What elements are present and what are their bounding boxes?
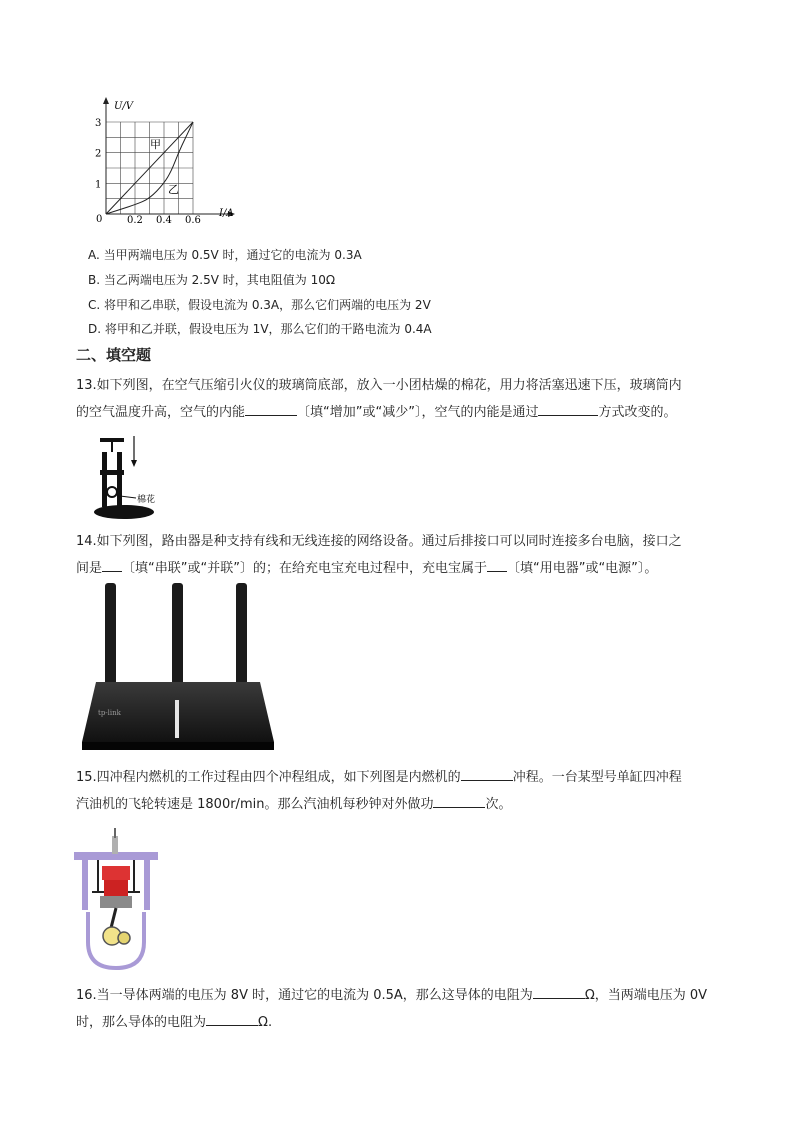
- q16-line1: [76, 982, 726, 1009]
- y-tick-label: 2: [95, 148, 102, 160]
- q14-text-a: 间是: [76, 561, 103, 576]
- q15-line2: [76, 791, 726, 818]
- q15-text-c: 汽油机的飞轮转速是 1800r/min。那么汽油机每秒钟对外做功: [76, 797, 434, 812]
- q13-line1: 13.如下列图，在空气压缩引火仪的玻璃筒底部，放入一小团枯燥的棉花，用力将活塞迅速下压，玻璃筒内: [76, 378, 682, 393]
- y-tick-label: 3: [95, 118, 102, 129]
- q15-text-a: 15.四冲程内燃机的工作过程由四个冲程组成，如下列图是内燃机的: [76, 770, 461, 785]
- q14-blank-2: [487, 557, 507, 572]
- q13-line2: [76, 399, 726, 426]
- q14-text-c: 〔填“用电器”或“电源”〕。: [506, 561, 658, 576]
- q14-blank-1: [102, 557, 122, 572]
- q16-text-c: 时，那么导体的电阻为: [76, 1015, 207, 1030]
- q13-text: [76, 372, 726, 426]
- q14-line1: 14.如下列图，路由器是种支持有线和无线连接的网络设备。通过后排接口可以同时连接多台电脑，接口之: [76, 534, 682, 549]
- q12-option-a: A. 当甲两端电压为 0.5V 时，通过它的电流为 0.3A: [88, 248, 362, 262]
- q15-text: [76, 764, 726, 818]
- q13-blank-2: [538, 401, 598, 416]
- q13-blank-1: [245, 401, 297, 416]
- q15-text-d: 次。: [485, 797, 512, 812]
- q16-blank-2: [206, 1011, 258, 1026]
- q16-blank-1: [533, 984, 585, 999]
- q13-text-a: 的空气温度升高，空气的内能: [76, 405, 246, 420]
- y-axis-arrow: [103, 97, 109, 104]
- router-image: [80, 580, 276, 758]
- q13-text-b: 〔填“增加”或“减少”〕，空气的内能是通过: [297, 405, 539, 420]
- ui-graph: [88, 96, 248, 230]
- q14-line2: [76, 555, 726, 582]
- q12-option-b: B. 当乙两端电压为 2.5V 时，其电阻值为 10Ω: [88, 273, 336, 287]
- x-tick-label: 0.4: [156, 215, 172, 226]
- series-label-jia: 甲: [150, 138, 161, 151]
- engine-diagram: [72, 822, 162, 972]
- q14-text: [76, 528, 726, 582]
- q15-blank-2: [433, 793, 485, 808]
- q16-text-d: Ω.: [258, 1015, 273, 1030]
- series-label-yi: 乙: [168, 183, 179, 196]
- q16-text-b: Ω，当两端电压为 0V: [584, 988, 708, 1003]
- q12-option-d: D. 将甲和乙并联，假设电压为 1V，那么它们的干路电流为 0.4A: [88, 322, 432, 336]
- q14-text-b: 〔填“串联”或“并联”〕的；在给充电宝充电过程中，充电宝属于: [122, 561, 487, 576]
- router-brand: tp-link: [98, 709, 121, 717]
- y-tick-label: 1: [95, 179, 102, 191]
- y-axis-label: U/V: [114, 101, 134, 112]
- q15-line1: [76, 764, 726, 791]
- q13-text-c: 方式改变的。: [598, 405, 677, 420]
- x-axis-label: I/A: [219, 208, 234, 219]
- q15-blank-1: [461, 766, 513, 781]
- q15-text-b: 冲程。一台某型号单缸四冲程: [512, 770, 682, 785]
- origin-label: 0: [96, 214, 103, 225]
- section-title: 二、填空题: [76, 346, 152, 364]
- q16-text-a: 16.当一导体两端的电压为 8V 时，通过它的电流为 0.5A，那么这导体的电阻为: [76, 988, 533, 1003]
- figure-label-cotton: 棉花: [137, 495, 156, 505]
- q16-line2: [76, 1009, 726, 1036]
- q12-option-c: C. 将甲和乙串联，假设电流为 0.3A，那么它们两端的电压为 2V: [88, 298, 431, 312]
- x-tick-label: 0.6: [185, 215, 201, 226]
- x-tick-label: 0.2: [127, 215, 143, 226]
- fire-syringe-figure: [86, 432, 176, 522]
- q16-text: [76, 982, 726, 1036]
